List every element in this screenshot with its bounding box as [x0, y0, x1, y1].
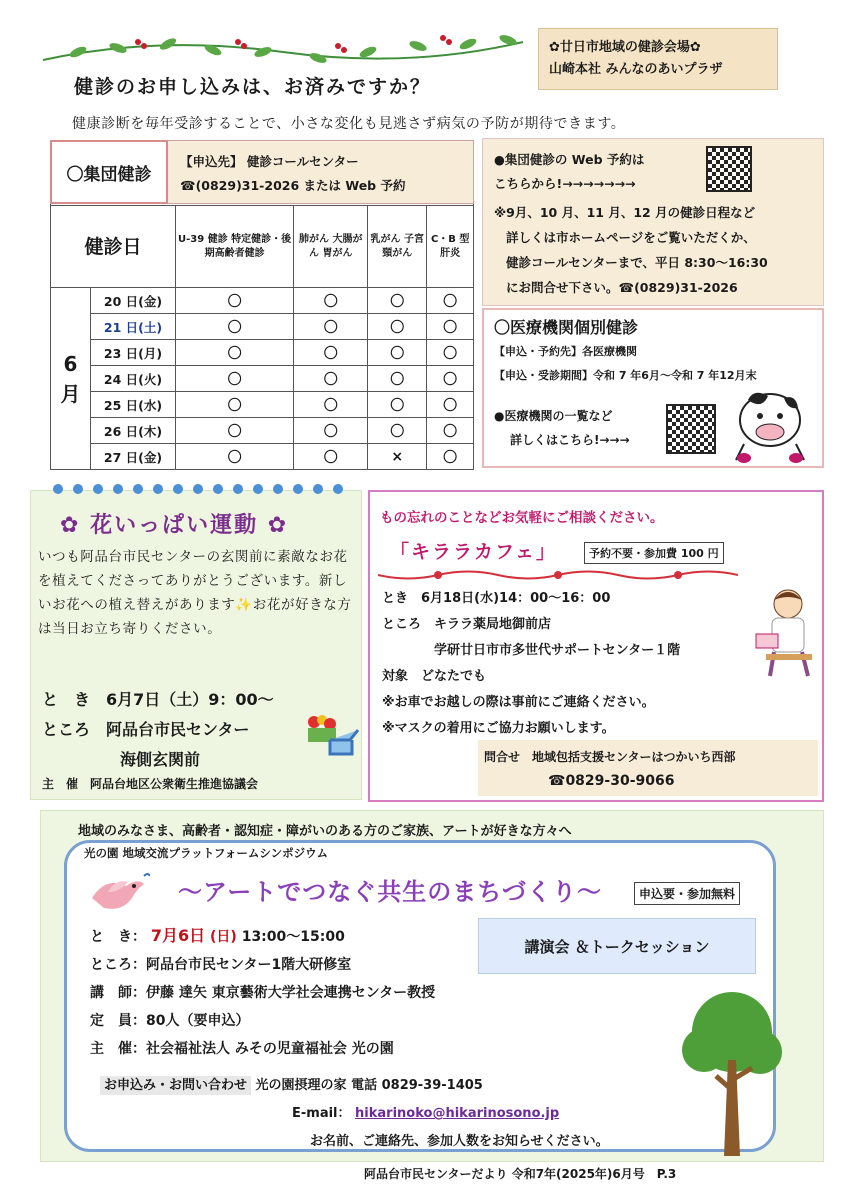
- date-cell: 25 日(水): [91, 392, 176, 418]
- availability-mark: 〇: [176, 366, 294, 392]
- page-headline: 健診のお申し込みは、お済みですか？: [74, 76, 432, 98]
- symposium-fee-badge: 申込要・参加無料: [634, 882, 740, 905]
- symposium-capacity: 定 員：80人（要申込）: [90, 1013, 250, 1029]
- availability-mark: 〇: [368, 392, 427, 418]
- symposium-intro: 地域のみなさま、高齢者・認知症・障がいのある方のご家族、アートが好きな方々へ: [78, 824, 572, 839]
- availability-mark: 〇: [427, 314, 474, 340]
- cow-mascot-icon: [724, 380, 816, 466]
- availability-mark: 〇: [176, 288, 294, 314]
- flower-when: と き 6月7日（土）9：00～: [42, 690, 274, 709]
- availability-mark: 〇: [294, 444, 368, 470]
- web-note2: 詳しくは市ホームページをご覧いただくか、: [506, 230, 756, 245]
- availability-mark: 〇: [294, 418, 368, 444]
- date-cell: 20 日(金): [91, 288, 176, 314]
- availability-mark: 〇: [427, 288, 474, 314]
- symposium-when-time: 13:00～15:00: [241, 929, 345, 945]
- symposium-subtitle: 光の園 地域交流プラットフォームシンポジウム: [84, 846, 328, 860]
- table-header-col2: 肺がん 大腸がん 胃がん: [294, 206, 368, 288]
- group-checkup-title: 〇集団健診: [50, 140, 168, 204]
- cafe-where2: 学研廿日市市多世代サポートセンター１階: [434, 643, 681, 658]
- date-cell: 21 日(土): [91, 314, 176, 340]
- tree-icon: [682, 980, 782, 1160]
- medical-list1: ●医療機関の一覧など: [494, 409, 613, 423]
- medical-list2[interactable]: 詳しくはこちら!→→→: [510, 433, 630, 447]
- table-row: [51, 366, 474, 392]
- cafe-target: 対象 どなたでも: [382, 669, 487, 684]
- cafe-note2: ※マスクの着用にご協力お願いします。: [382, 721, 615, 736]
- venue-line1: ✿廿日市地域の健診会場✿: [549, 40, 701, 55]
- email-label: E-mail：: [292, 1106, 351, 1121]
- flower-where1: ところ 阿品台市民センター: [42, 720, 250, 739]
- web-note4: にお問合せ下さい。☎(0829)31-2026: [506, 280, 738, 295]
- web-notes: [494, 200, 768, 300]
- availability-mark: 〇: [176, 340, 294, 366]
- symposium-lecture-label: 講演会 ＆トークセッション: [478, 918, 756, 974]
- inquiry-org: 光の園摂理の家 電話 0829-39-1405: [255, 1078, 483, 1093]
- dotted-border-decoration: [48, 478, 348, 500]
- availability-mark: 〇: [176, 418, 294, 444]
- availability-mark: 〇: [176, 392, 294, 418]
- date-cell: 24 日(火): [91, 366, 176, 392]
- availability-mark: 〇: [294, 340, 368, 366]
- venue-line2: 山崎本社 みんなのあいプラザ: [549, 62, 723, 77]
- table-row: [51, 288, 474, 314]
- availability-mark: 〇: [427, 444, 474, 470]
- cafe-title: 「キララカフェ」: [390, 541, 558, 563]
- cafe-contact1: 問合せ 地域包括支援センターはつかいち西部: [484, 750, 736, 764]
- vine-decoration: [38, 30, 528, 72]
- symposium-details: [90, 922, 435, 1063]
- availability-mark: 〇: [368, 340, 427, 366]
- inquiry-request: お名前、ご連絡先、参加人数をお知らせください。: [310, 1134, 609, 1149]
- cafe-where1: ところ キララ薬局地御前店: [382, 617, 552, 632]
- availability-mark: 〇: [294, 366, 368, 392]
- table-header-col1: U-39 健診 特定健診・後期高齢者健診: [176, 206, 294, 288]
- table-row: [51, 444, 474, 470]
- date-cell: 27 日(金): [91, 444, 176, 470]
- cafe-when: とき 6月18日(水)14：00～16：00: [382, 591, 611, 606]
- cafe-fee-badge: 予約不要・参加費 100 円: [584, 542, 724, 564]
- symposium-title: ～アートでつなぐ共生のまちづくり～: [178, 878, 603, 906]
- availability-mark: ×: [368, 444, 427, 470]
- availability-mark: 〇: [368, 314, 427, 340]
- cafe-details: [382, 586, 680, 742]
- table-row: [51, 418, 474, 444]
- medical-line2: 【申込・受診期間】令和 7 年6月～令和 7 年12月末: [494, 369, 757, 382]
- web-line1: ●集団健診の Web 予約は: [494, 152, 645, 167]
- email-link[interactable]: hikarinoko@hikarinosono.jp: [355, 1106, 560, 1121]
- lead-text: 健康診断を毎年受診することで、小さな変化も見逃さず病気の予防が期待できます。: [72, 116, 626, 132]
- availability-mark: 〇: [368, 288, 427, 314]
- table-row: [51, 340, 474, 366]
- symposium-lecturer: 講 師：伊藤 達矢 東京藝術大学社会連携センター教授: [90, 985, 436, 1001]
- web-line2[interactable]: こちらから!→→→→→→→: [494, 176, 636, 191]
- nurse-illustration-icon: [752, 584, 820, 680]
- availability-mark: 〇: [368, 366, 427, 392]
- availability-mark: 〇: [176, 444, 294, 470]
- symposium-when-label: と き：: [90, 929, 146, 945]
- availability-mark: 〇: [427, 392, 474, 418]
- venue-box: [538, 28, 778, 90]
- cafe-lead: もの忘れのことなどお気軽にご相談ください。: [380, 510, 664, 526]
- table-row: [51, 392, 474, 418]
- watering-can-icon: [300, 712, 362, 758]
- medical-title: 〇医療機関個別健診: [494, 318, 639, 337]
- ribbon-decoration: [378, 566, 738, 584]
- flower-campaign-body: いつも阿品台市民センターの玄関前に素敵なお花を植えてくださってありがとうございます。新しいお花への植え替えがあります✨お花が好きな方は当日お立ち寄りください。: [38, 549, 352, 637]
- group-contact-line1: 【申込先】 健診コールセンター: [180, 154, 359, 169]
- group-contact: [180, 150, 405, 198]
- medical-list-link: [494, 404, 630, 452]
- availability-mark: 〇: [294, 288, 368, 314]
- page-footer: 阿品台市民センターだより 令和7年(2025年)6月号 P.3: [364, 1167, 677, 1181]
- flower-campaign-host: 主 催 阿品台地区公衆衛生推進協議会: [42, 777, 259, 791]
- availability-mark: 〇: [427, 366, 474, 392]
- symposium-where: ところ：阿品台市民センター1階大研修室: [90, 957, 352, 973]
- table-header-main: 健診日: [51, 206, 176, 288]
- medical-info: [494, 340, 757, 388]
- cafe-contact2: ☎0829-30-9066: [548, 773, 675, 789]
- availability-mark: 〇: [294, 392, 368, 418]
- checkup-schedule-table: [50, 205, 474, 470]
- availability-mark: 〇: [294, 314, 368, 340]
- cafe-contact: [484, 745, 736, 793]
- symposium-when-day: (日): [210, 929, 237, 945]
- availability-mark: 〇: [427, 340, 474, 366]
- symposium-when-date: 7月6日: [150, 926, 206, 945]
- bird-icon: [86, 868, 150, 918]
- medical-line1: 【申込・予約先】各医療機関: [494, 345, 637, 358]
- month-cell: 6 月: [51, 288, 91, 470]
- inquiry-label: お申込み・お問い合わせ: [100, 1076, 251, 1095]
- table-row: [51, 314, 474, 340]
- table-header-col4: C・B 型 肝炎: [427, 206, 474, 288]
- group-contact-line2: ☎(0829)31-2026 または Web 予約: [180, 178, 406, 193]
- date-cell: 23 日(月): [91, 340, 176, 366]
- symposium-host: 主 催：社会福祉法人 みその児童福祉会 光の園: [90, 1041, 394, 1057]
- flower-campaign-title: ✿ 花いっぱい運動 ✿: [60, 513, 289, 538]
- web-reservation-text: [494, 148, 644, 196]
- flower-where2: 海側玄関前: [120, 750, 201, 769]
- qr-code-icon[interactable]: [666, 404, 716, 454]
- table-header-col3: 乳がん 子宮頸がん: [368, 206, 427, 288]
- date-cell: 26 日(木): [91, 418, 176, 444]
- cafe-note1: ※お車でお越しの際は事前にご連絡ください。: [382, 695, 655, 710]
- symposium-inquiry: [100, 1072, 609, 1156]
- availability-mark: 〇: [176, 314, 294, 340]
- flower-campaign-schedule: [42, 685, 274, 775]
- qr-code-icon[interactable]: [706, 146, 752, 192]
- availability-mark: 〇: [368, 418, 427, 444]
- symposium-when: [90, 922, 435, 951]
- web-note1: ※9月、10 月、11 月、12 月の健診日程など: [494, 205, 756, 220]
- web-note3: 健診コールセンターまで、平日 8:30～16:30: [506, 255, 768, 270]
- availability-mark: 〇: [427, 418, 474, 444]
